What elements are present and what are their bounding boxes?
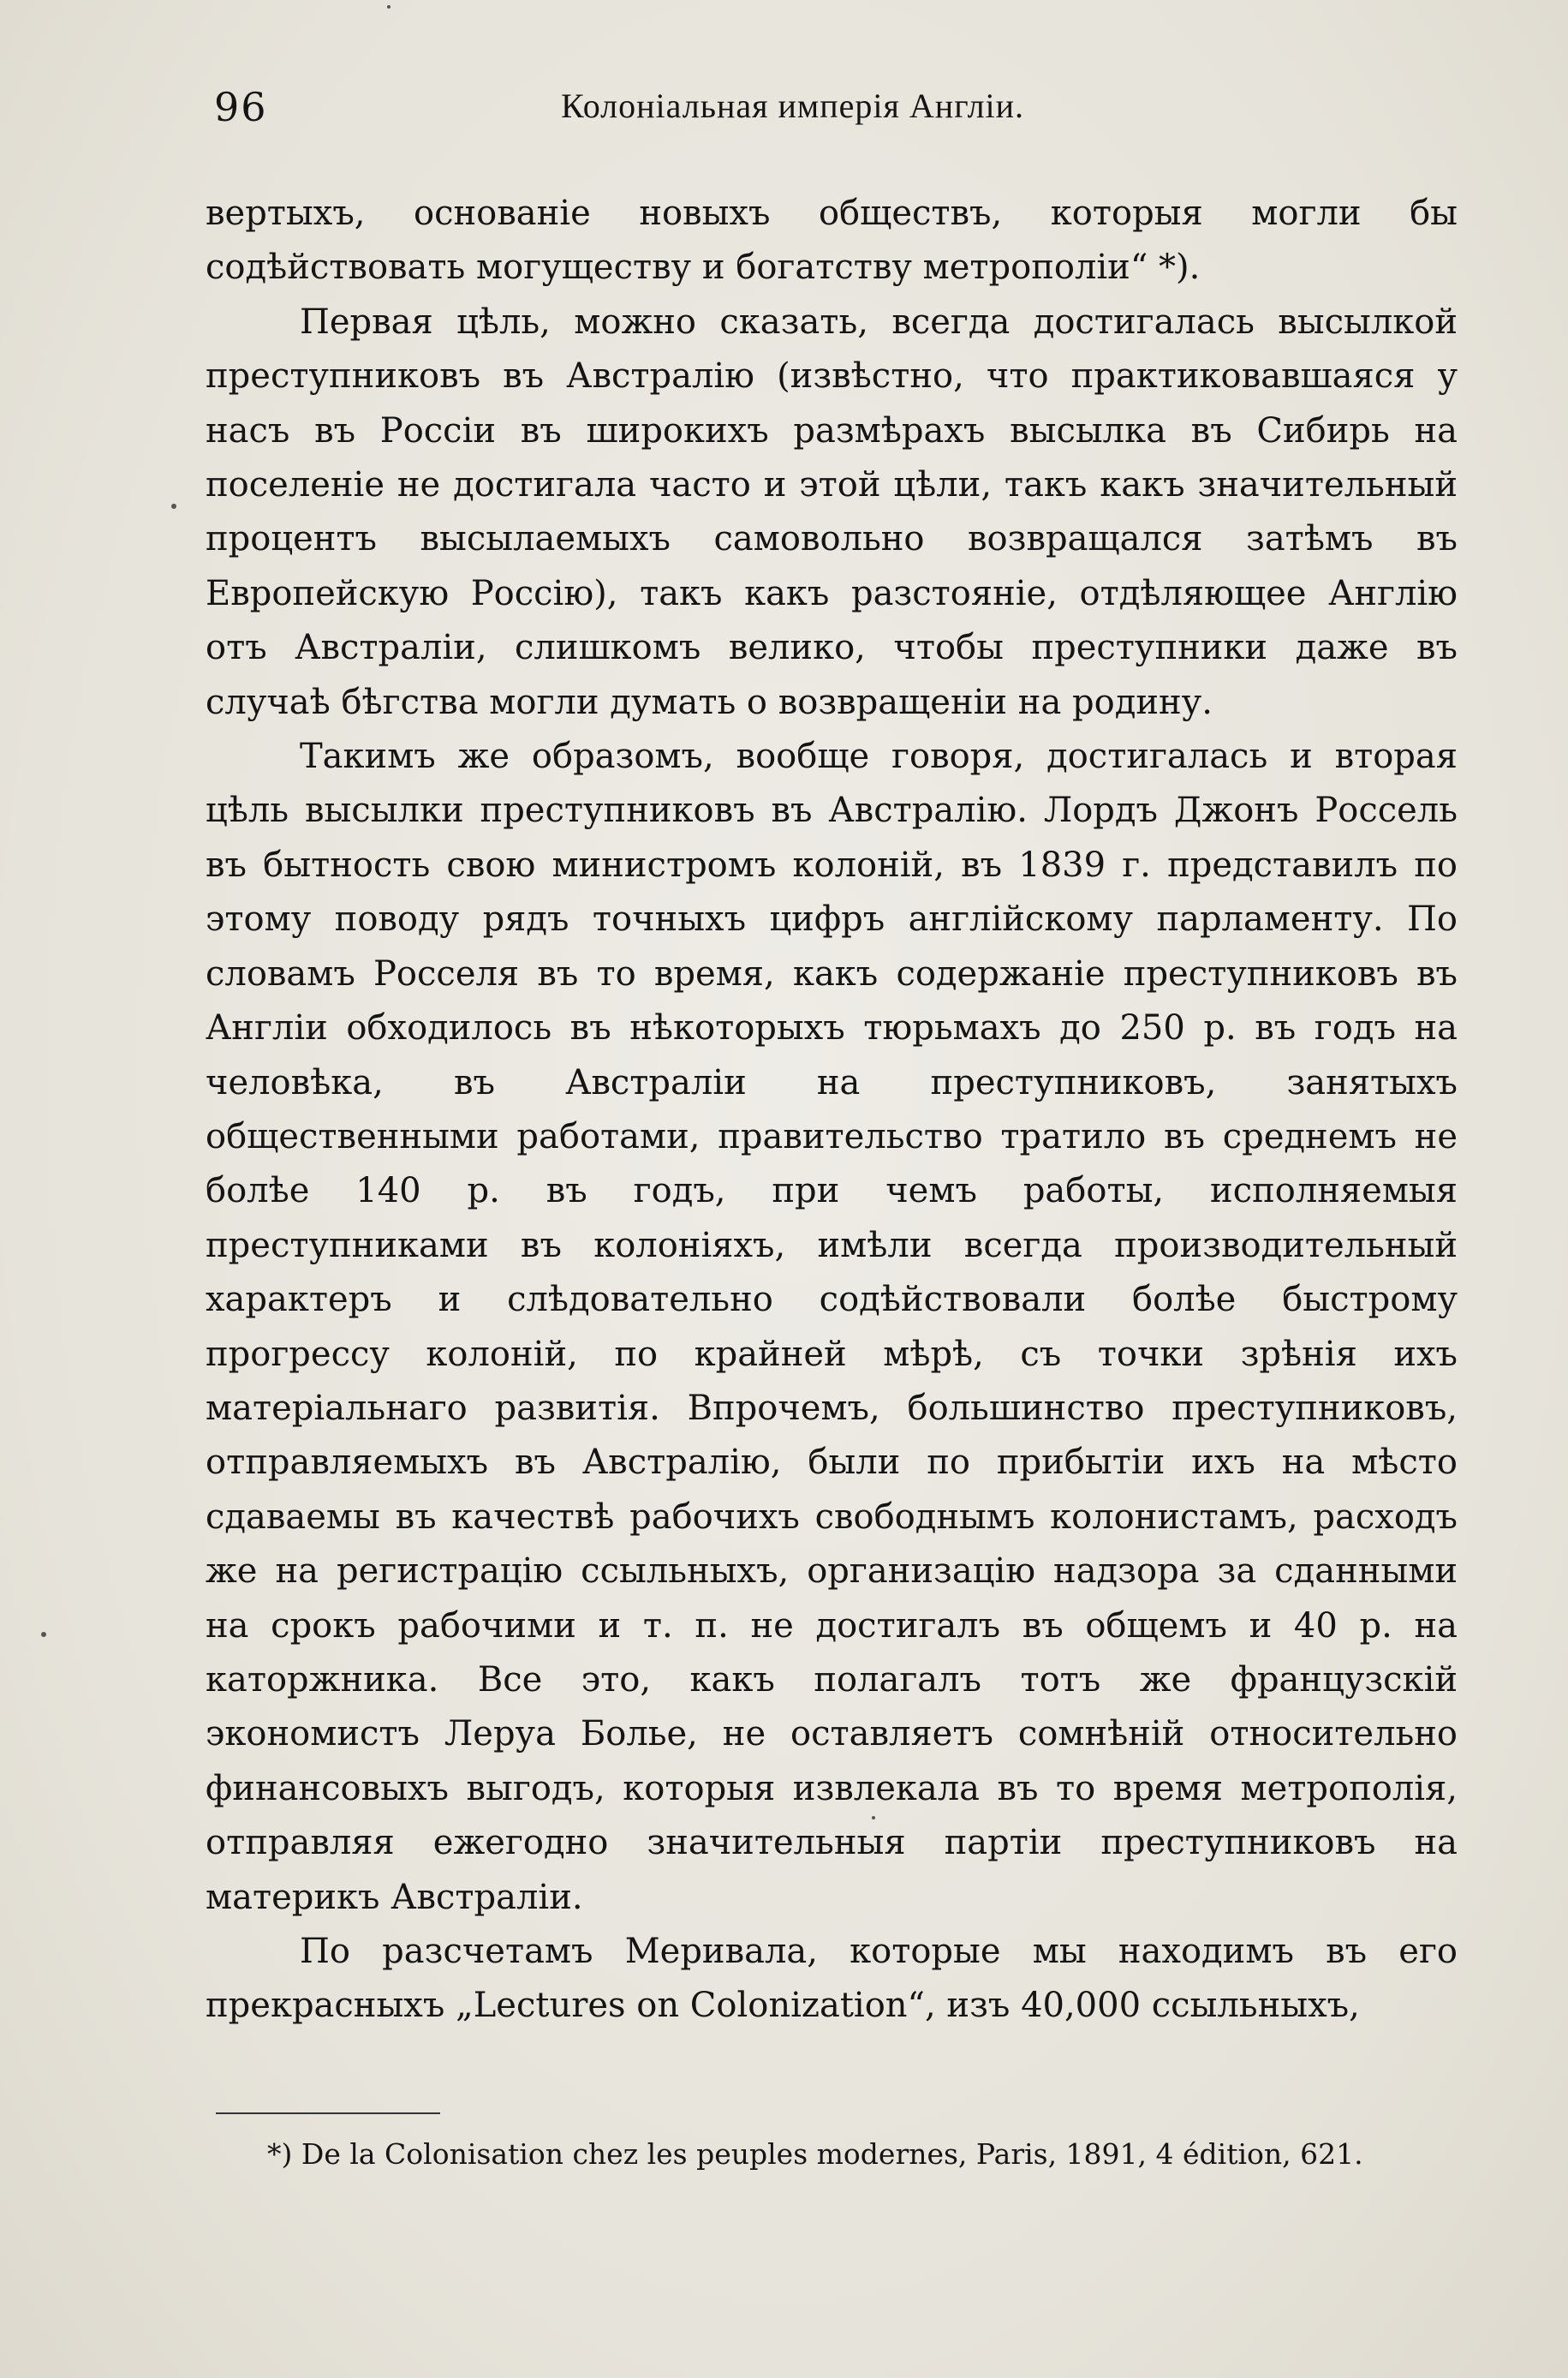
paragraph: По разсчетамъ Меривала, которые мы находимъ въ его прекрасныхъ „Lectures on Colonization“, изъ 40,000 ссыльныхъ, [206, 1932, 1458, 2026]
paragraph-continuation: вертыхъ, основаніе новыхъ обществъ, которыя могли бы содѣйствовать могуществу и богатству метрополіи“ *). [206, 194, 1458, 288]
page-header [214, 84, 1456, 144]
page-number: 96 [214, 84, 268, 130]
print-speck [872, 1816, 875, 1819]
footnote-divider [216, 2112, 440, 2114]
main-text [206, 187, 1458, 2034]
print-speck [387, 5, 391, 9]
paragraph: Такимъ же образомъ, вообще говоря, достигалась и вторая цѣль высылки преступниковъ въ Австралію. Лордъ Джонъ Россель въ бытность свою министромъ колоній, въ 1839 г. представилъ по этому поводу рядъ точныхъ цифръ англійскому парламенту. По словамъ Росселя въ то время, какъ содержаніе преступниковъ въ Англіи обходилось въ нѣкоторыхъ тюрьмахъ до 250 р. въ годъ на человѣка, въ Австраліи на преступниковъ, занятыхъ общественными работами, правительство тратило въ среднемъ не болѣе 140 р. въ годъ, при чемъ работы, исполняемыя преступниками въ колоніяхъ, имѣли всегда производительный характеръ и слѣдовательно содѣйствовали болѣе быстрому прогрессу колоній, по крайней мѣрѣ, съ точки зрѣнія ихъ матеріальнаго развитія. Впрочемъ, большинство преступниковъ, отправляемыхъ въ Австралію, были по прибытіи ихъ на мѣсто сдаваемы въ качествѣ рабочихъ свободнымъ колонистамъ, расходъ же на регистрацію ссыльныхъ, организацію надзора за сданными на срокъ рабочими и т. п. не достигалъ въ общемъ и 40 р. на каторжника. Все это, какъ полагалъ тотъ же французскій экономистъ Леруа Болье, не оставляетъ сомнѣній относительно финансовыхъ выгодъ, которыя извлекала въ то время метрополія, отправляя ежегодно значительныя партіи преступниковъ на материкъ Австраліи. [206, 737, 1458, 1917]
print-speck [171, 504, 176, 509]
paragraph: Первая цѣль, можно сказать, всегда достигалась высылкой преступниковъ въ Австралію (извѣстно, что практиковавшаяся у насъ въ Россіи въ широкихъ размѣрахъ высылка въ Сибирь на поселеніе не достигала часто и этой цѣли, такъ какъ значительный процентъ высылаемыхъ самовольно возвращался затѣмъ въ Европейскую Россію), такъ какъ разстояніе, отдѣляющее Англію отъ Австраліи, слишкомъ велико, чтобы преступники даже въ случаѣ бѣгства могли думать о возвращеніи на родину. [206, 302, 1458, 722]
running-title: Колоніальная имперія Англіи. [561, 87, 1025, 125]
footnote: *) De la Colonisation chez les peuples modernes, Paris, 1891, 4 édition, 621. [267, 2137, 1363, 2171]
print-speck [41, 1632, 46, 1637]
